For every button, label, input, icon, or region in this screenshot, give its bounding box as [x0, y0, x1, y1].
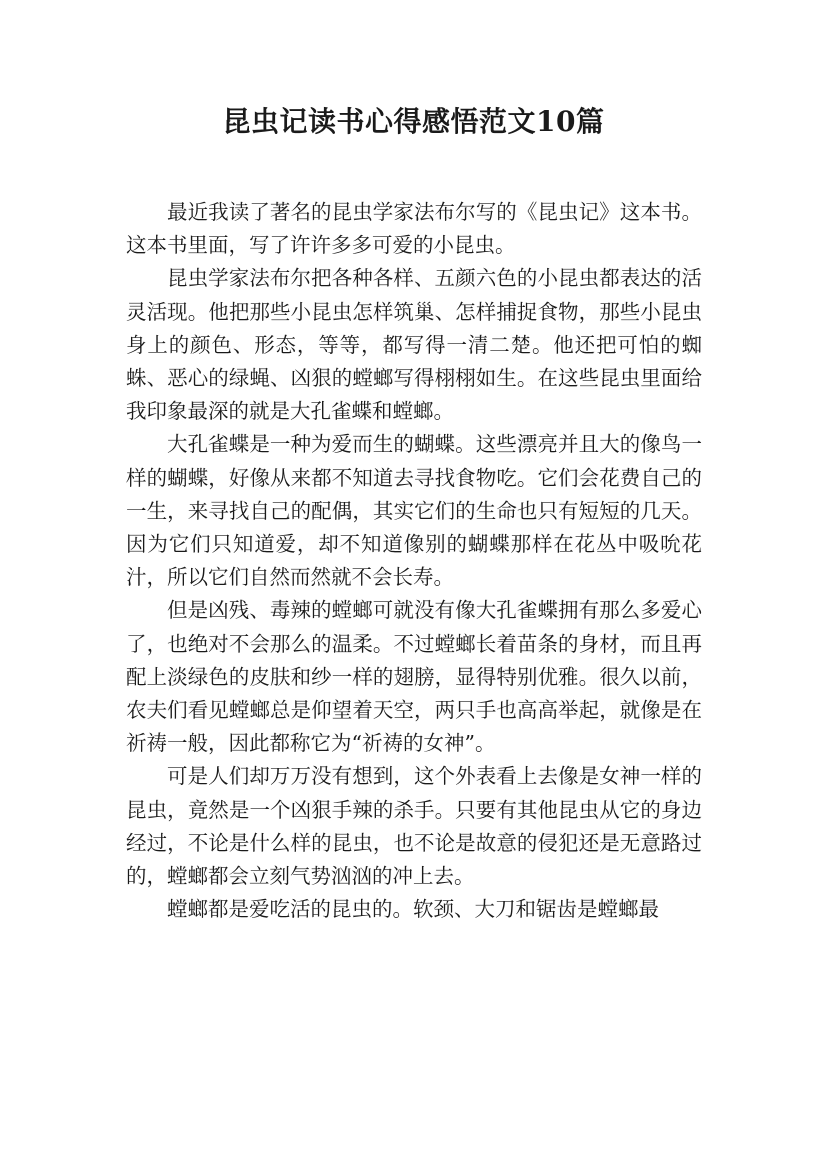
paragraph-4: 但是凶残、毒辣的螳螂可就没有像大孔雀蝶拥有那么多爱心了，也绝对不会那么的温柔。不过螳螂长着苗条的身材，而且再配上淡绿色的皮肤和纱一样的翅膀，显得特别优雅。很久以前，农夫们看见螳螂总是仰望着天空，两只手也高高举起，就像是在祈祷一般，因此都称它为“祈祷的女神”。 — [126, 598, 702, 756]
document-body — [126, 196, 702, 926]
paragraph-5: 可是人们却万万没有想到，这个外表看上去像是女神一样的昆虫，竟然是一个凶狠手辣的杀手。只要有其他昆虫从它的身边经过，不论是什么样的昆虫，也不论是故意的侵犯还是无意路过的，螳螂都会立刻气势汹汹的冲上去。 — [126, 764, 702, 889]
paragraph-1: 最近我读了著名的昆虫学家法布尔写的《昆虫记》这本书。这本书里面，写了许许多多可爱的小昆虫。 — [126, 200, 702, 258]
paragraph-3: 大孔雀蝶是一种为爱而生的蝴蝶。这些漂亮并且大的像鸟一样的蝴蝶，好像从来都不知道去寻找食物吃。它们会花费自己的一生，来寻找自己的配偶，其实它们的生命也只有短短的几天。因为它们只知道爱，却不知道像别的蝴蝶那样在花丛中吸吮花汁，所以它们自然而然就不会长寿。 — [126, 432, 702, 590]
paragraph-2: 昆虫学家法布尔把各种各样、五颜六色的小昆虫都表达的活灵活现。他把那些小昆虫怎样筑巢、怎样捕捉食物，那些小昆虫身上的颜色、形态，等等，都写得一清二楚。他还把可怕的蜘蛛、恶心的绿蝇、凶狠的螳螂写得栩栩如生。在这些昆虫里面给我印象最深的就是大孔雀蝶和螳螂。 — [126, 266, 702, 424]
paragraph-6: 螳螂都是爱吃活的昆虫的。软颈、大刀和锯齿是螳螂最 — [167, 897, 659, 922]
document-title: 昆虫记读书心得感悟范文10篇 — [222, 105, 605, 138]
